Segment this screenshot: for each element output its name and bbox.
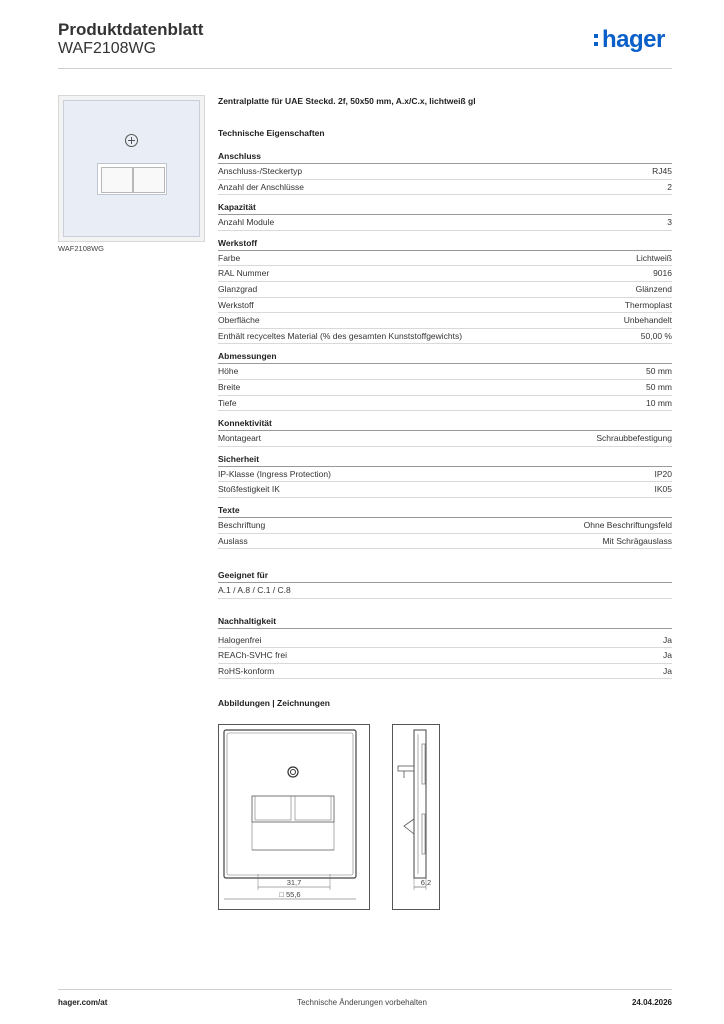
row-label: Breite	[218, 381, 241, 392]
row-label: Tiefe	[218, 397, 237, 408]
spec-row	[218, 164, 672, 180]
spec-section	[218, 202, 672, 231]
spec-row	[218, 518, 672, 534]
row-label: A.1 / A.8 / C.1 / C.8	[218, 585, 291, 596]
logo-wordmark: hager	[602, 26, 665, 53]
section-title: Sicherheit	[218, 454, 672, 467]
row-label: Stoßfestigkeit IK	[218, 484, 280, 495]
footer-date: 24.04.2026	[631, 998, 672, 1007]
row-label: Anzahl Module	[218, 217, 275, 228]
row-label: RoHS-konform	[218, 665, 275, 676]
row-value: RJ45	[652, 166, 672, 176]
footer-website-link[interactable]: hager.com/at	[58, 998, 108, 1007]
row-value: 50 mm	[646, 366, 672, 377]
dim-outer-label: □ 55,6	[279, 890, 301, 899]
row-value: 3	[667, 217, 672, 228]
footer-divider	[58, 989, 672, 990]
header-divider	[58, 68, 672, 69]
row-value: 10 mm	[646, 397, 672, 408]
row-label: Anschluss-/Steckertyp	[218, 166, 303, 176]
spec-row	[218, 648, 672, 664]
sustainability-section	[218, 616, 672, 680]
rj45-port-icon	[133, 167, 165, 193]
technical-heading: Technische Eigenschaften	[218, 128, 325, 138]
row-label: Farbe	[218, 252, 241, 263]
product-description: Zentralplatte für UAE Steckd. 2f, 50x50 mm, A.x/C.x, lichtweiß gl	[218, 96, 476, 106]
spec-row	[218, 251, 672, 267]
row-label: Montageart	[218, 433, 261, 444]
page-title: Produktdatenblatt	[58, 20, 204, 39]
row-value: Ja	[663, 634, 672, 645]
jack-frame	[97, 163, 167, 195]
section-title: Nachhaltigkeit	[218, 616, 672, 629]
spec-row	[218, 215, 672, 231]
row-value: Glänzend	[635, 283, 672, 294]
row-value: Thermoplast	[624, 299, 672, 310]
spec-row	[218, 482, 672, 498]
logo-dots-icon	[594, 34, 599, 50]
drawings-title: Abbildungen | Zeichnungen	[218, 698, 330, 709]
footer-note: Technische Änderungen vorbehalten	[297, 998, 427, 1007]
spec-section	[218, 351, 672, 411]
row-value: Lichtweiß	[636, 252, 672, 263]
section-title: Geeignet für	[218, 570, 672, 583]
row-label: Beschriftung	[218, 519, 266, 530]
spec-row	[218, 313, 672, 329]
row-label: Halogenfrei	[218, 634, 262, 645]
row-label: RAL Nummer	[218, 268, 270, 279]
row-label: Anzahl der Anschlüsse	[218, 181, 304, 192]
row-label: Oberfläche	[218, 315, 260, 326]
section-title: Werkstoff	[218, 238, 672, 251]
product-image	[58, 95, 205, 242]
spec-section	[218, 238, 672, 345]
rj45-port-icon	[101, 167, 133, 193]
spec-row	[218, 534, 672, 550]
spec-row	[218, 431, 672, 447]
row-label: Auslass	[218, 535, 248, 546]
dim-inner-label: 31,7	[286, 878, 302, 887]
row-label: Glanzgrad	[218, 283, 258, 294]
row-value: 50 mm	[646, 381, 672, 392]
section-title: Abmessungen	[218, 351, 672, 364]
spec-row	[218, 266, 672, 282]
row-value: IP20	[654, 468, 672, 479]
spec-row	[218, 396, 672, 412]
spec-section	[218, 454, 672, 498]
row-value: Mit Schrägauslass	[602, 535, 672, 546]
spec-sections	[218, 151, 672, 549]
section-title: Kapazität	[218, 202, 672, 215]
spec-section	[218, 505, 672, 549]
row-value: Schraubbefestigung	[596, 433, 672, 444]
spec-section	[218, 418, 672, 447]
row-value: Ja	[663, 650, 672, 661]
row-value: 50,00 %	[640, 330, 672, 341]
spec-row	[218, 583, 672, 599]
section-title: Texte	[218, 505, 672, 518]
row-label: Werkstoff	[218, 299, 254, 310]
technical-drawing	[218, 724, 440, 910]
spec-row	[218, 664, 672, 680]
row-label: Enthält recyceltes Material (% des gesamten Kunststoffgewichts)	[218, 330, 463, 341]
section-title: Konnektivität	[218, 418, 672, 431]
spec-row	[218, 467, 672, 483]
row-label: IP-Klasse (Ingress Protection)	[218, 468, 331, 479]
row-value: Ohne Beschriftungsfeld	[583, 519, 672, 530]
image-caption: WAF2108WG	[58, 244, 104, 253]
dim-depth-label: 6,2	[420, 878, 432, 887]
spec-content	[218, 96, 672, 710]
product-code: WAF2108WG	[58, 40, 157, 57]
row-value: Ja	[663, 665, 672, 676]
spec-row	[218, 380, 672, 396]
spec-row	[218, 282, 672, 298]
row-value: 9016	[653, 268, 672, 279]
row-value: Unbehandelt	[623, 315, 672, 326]
spec-row	[218, 180, 672, 196]
spec-row	[218, 364, 672, 380]
spec-row	[218, 298, 672, 314]
spec-row	[218, 633, 672, 649]
section-title: Anschluss	[218, 151, 672, 164]
suitable-section	[218, 570, 672, 599]
screw-icon	[125, 134, 138, 147]
spec-section	[218, 151, 672, 195]
row-value: IK05	[654, 484, 672, 495]
spec-row	[218, 329, 672, 345]
row-label: Höhe	[218, 366, 239, 377]
row-label: REACh-SVHC frei	[218, 650, 287, 661]
row-value: 2	[667, 181, 672, 192]
cover-plate	[63, 100, 200, 237]
